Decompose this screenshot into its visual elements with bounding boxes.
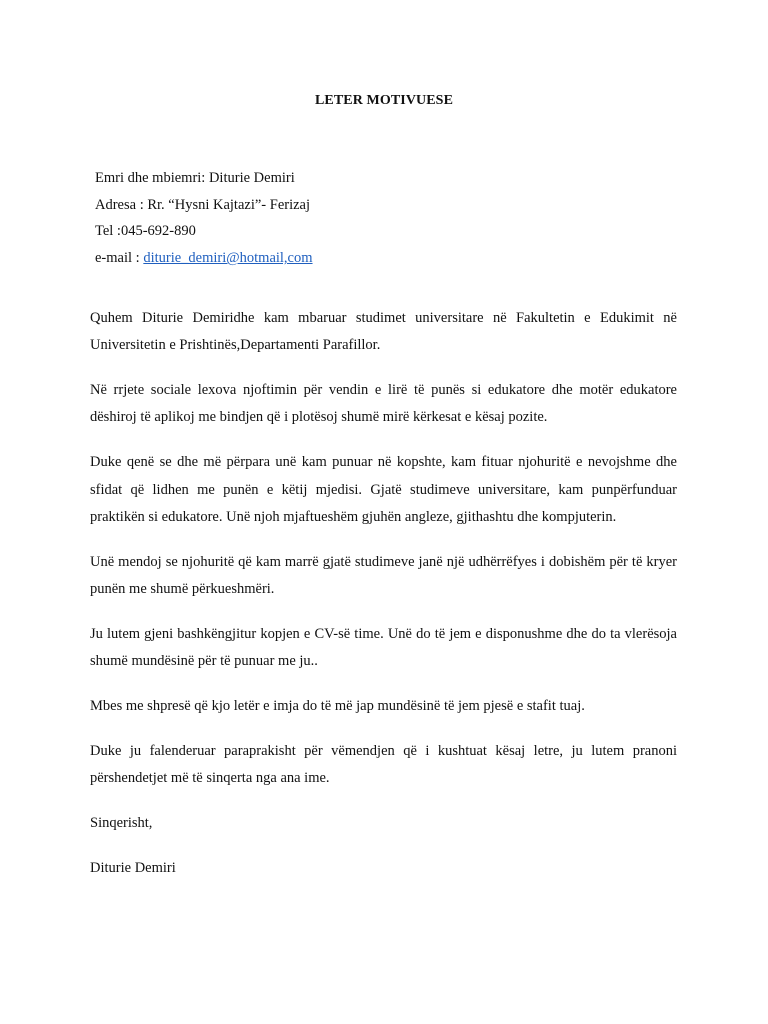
signature-name: Diturie Demiri bbox=[90, 860, 176, 877]
sender-address: Adresa : Rr. “Hysni Kajtazi”- Ferizaj bbox=[95, 196, 311, 213]
letter-body bbox=[90, 305, 677, 900]
sender-name: Emri dhe mbiemri: Diturie Demiri bbox=[95, 170, 295, 186]
email-label: e-mail : bbox=[95, 250, 144, 267]
email-link[interactable]: diturie_demiri@hotmail,com bbox=[143, 250, 313, 267]
sender-info bbox=[95, 165, 313, 272]
paragraph-cv-attached: Ju lutem gjeni bashkëngjitur kopjen e CV-së time. Unë do të jem e disponushme dhe do ta vlerësoja shumë mundësinë për të punuar me ju.. bbox=[90, 626, 677, 670]
paragraph-job-notice: Në rrjete sociale lexova njoftimin për vendin e lirë të punës si edukatore dhe motër edukatore dëshiroj të aplikoj me bindjen që i plotësoj shumë mirë kërkesat e kësaj pozite. bbox=[90, 382, 677, 426]
closing-salutation: Sinqerisht, bbox=[90, 815, 153, 832]
paragraph-thanks: Duke ju falenderuar paraprakisht për vëmendjen që i kushtuat kësaj letre, ju lutem pranoni përshendetjet më të sinqerta nga ana ime. bbox=[90, 743, 677, 787]
paragraph-experience: Duke qenë se dhe më përpara unë kam punuar në kopshte, kam fituar njohuritë e nevojshme dhe sfidat që lidhen me punën e këtij mjedisi. Gjatë studimeve universitare, kam punpërfunduar praktikën si edukatore. Unë njoh mjaftueshëm gjuhën angleze, gjithashtu dhe kompjuterin. bbox=[90, 454, 677, 525]
sender-phone: Tel :045-692-890 bbox=[95, 223, 196, 240]
sender-email-line bbox=[95, 245, 313, 272]
document-title: LETER MOTIVUESE bbox=[314, 93, 454, 108]
paragraph-knowledge: Unë mendoj se njohuritë që kam marrë gjatë studimeve janë një udhërrëfyes i dobishëm për të kryer punën me shumë përkueshmëri. bbox=[90, 553, 677, 598]
paragraph-hope: Mbes me shpresë që kjo letër e imja do të më jap mundësinë të jem pjesë e stafit tuaj. bbox=[90, 698, 585, 715]
paragraph-introduction: Quhem Diturie Demiridhe kam mbaruar studimet universitare në Fakultetin e Edukimit në Universitetin e Prishtinës,Departamenti Parafillor. bbox=[90, 310, 677, 354]
